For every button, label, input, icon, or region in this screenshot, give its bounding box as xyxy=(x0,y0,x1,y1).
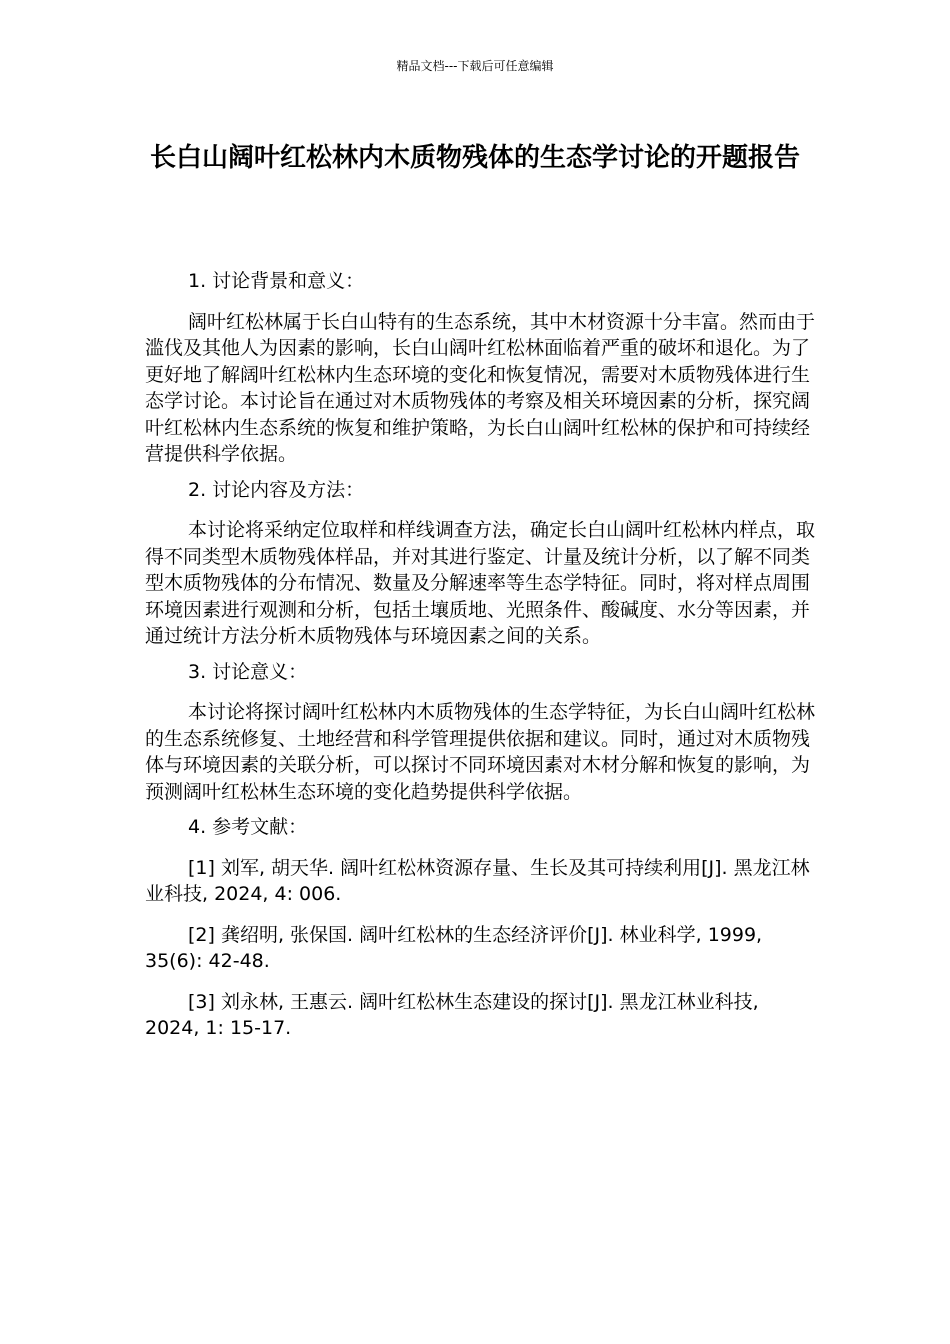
section-heading-significance: 3. 讨论意义： xyxy=(188,660,308,683)
reference-item-2: [2] 龚绍明, 张保国. 阔叶红松林的生态经济评价[J]. 林业科学, 1999, 35(6): 42-48. xyxy=(145,923,763,972)
reference-item-1: [1] 刘军, 胡天华. 阔叶红松林资源存量、生长及其可持续利用[J]. 黑龙江林业科技, 2024, 4: 006. xyxy=(145,856,810,905)
section-heading-references: 4. 参考文献： xyxy=(188,816,308,838)
document-title: 长白山阔叶红松林内木质物残体的生态学讨论的开题报告 xyxy=(149,143,800,173)
section-body-significance: 本讨论将探讨阔叶红松林内木质物残体的生态学特征，为长白山阔叶红松林的生态系统修复、土地经营和科学管理提供依据和建议。同时，通过对木质物残体与环境因素的关联分析，可以探讨不同环境因素对木材分解和恢复的影响，为预测阔叶红松林生态环境的变化趋势提供科学依据。 xyxy=(145,701,816,803)
section-body-background: 阔叶红松林属于长白山特有的生态系统，其中木材资源十分丰富。然而由于滥伐及其他人为因素的影响，长白山阔叶红松林面临着严重的破坏和退化。为了更好地了解阔叶红松林内生态环境的变化和恢复情况，需要对木质物残体进行生态学讨论。本讨论旨在通过对木质物残体的考察及相关环境因素的分析，探究阔叶红松林内生态系统的恢复和维护策略，为长白山阔叶红松林的保护和可持续经营提供科学依据。 xyxy=(145,310,816,465)
section-heading-background: 1. 讨论背景和意义： xyxy=(188,270,365,292)
section-body-methods: 本讨论将采纳定位取样和样线调查方法，确定长白山阔叶红松林内样点，取得不同类型木质物残体样品，并对其进行鉴定、计量及统计分析，以了解不同类型木质物残体的分布情况、数量及分解速率等生态学特征。同时，将对样点周围环境因素进行观测和分析，包括土壤质地、光照条件、酸碱度、水分等因素，并通过统计方法分析木质物残体与环境因素之间的关系。 xyxy=(145,519,816,647)
document-body xyxy=(145,268,815,1056)
reference-item-3: [3] 刘永林, 王惠云. 阔叶红松林生态建设的探讨[J]. 黑龙江林业科技, 2024, 1: 15-17. xyxy=(145,990,759,1039)
section-heading-methods: 2. 讨论内容及方法： xyxy=(188,478,365,501)
page-header-note: 精品文档---下载后可任意编辑 xyxy=(396,59,554,73)
